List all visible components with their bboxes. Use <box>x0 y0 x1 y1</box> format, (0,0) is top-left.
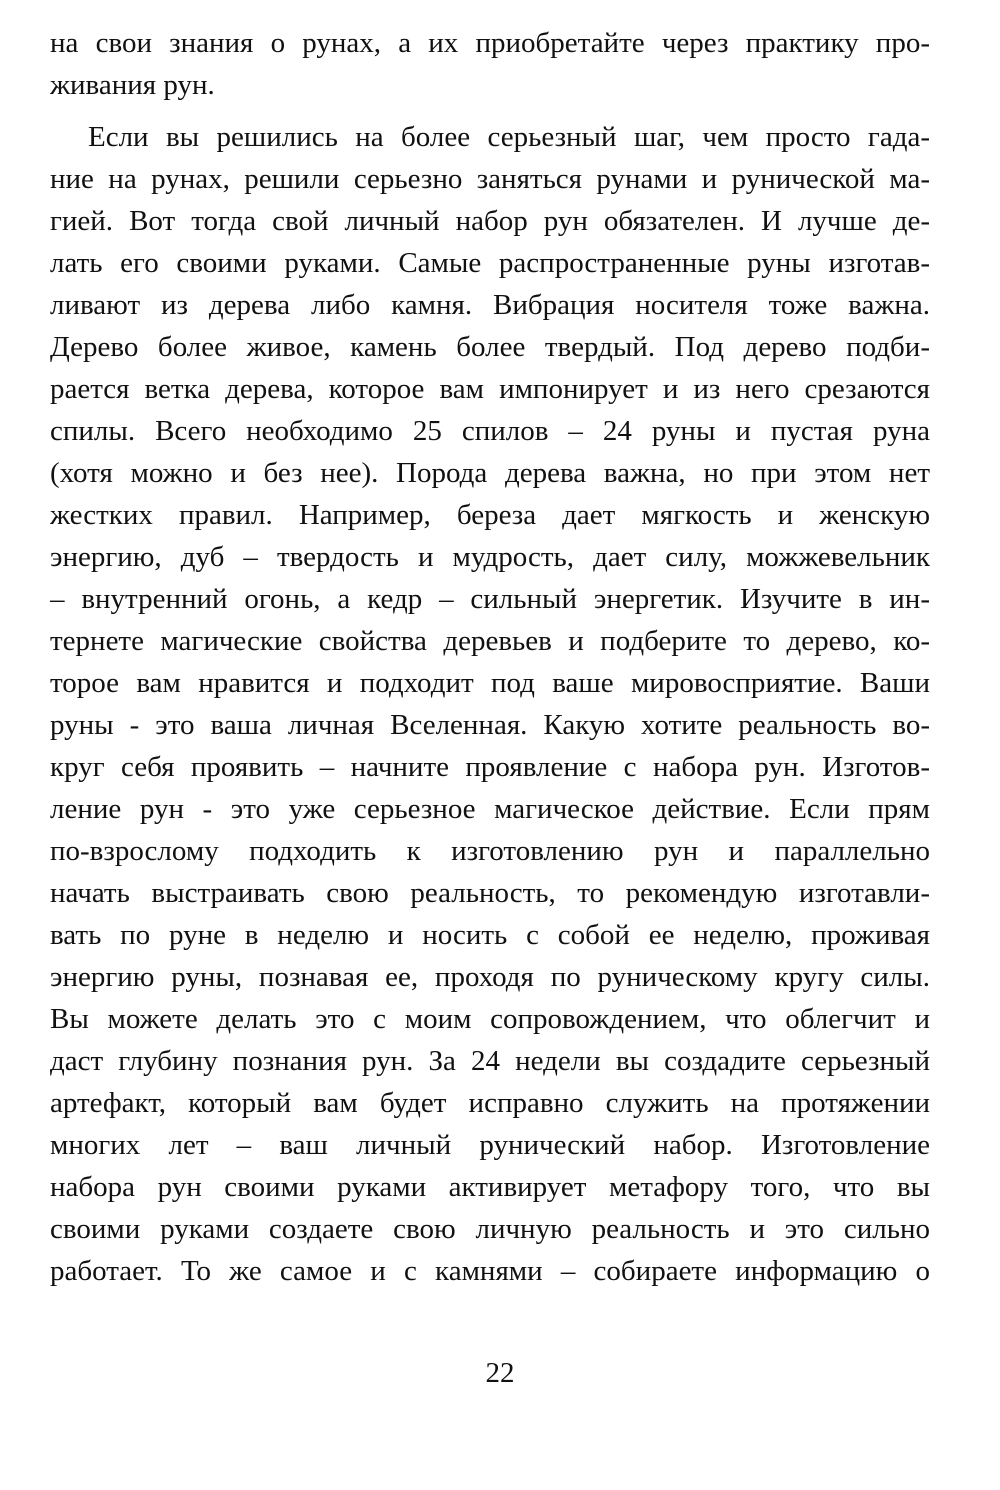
text-line: гией. Вот тогда свой личный набор рун обязателен. И лучше де- <box>50 205 930 237</box>
text-line: – внутренний огонь, а кедр – сильный энергетик. Изучите в ин- <box>50 583 930 615</box>
paragraph-1 <box>50 22 930 106</box>
text-line: даст глубину познания рун. За 24 недели вы создадите серьезный <box>50 1045 930 1077</box>
text-line: торое вам нравится и подходит под ваше мировосприятие. Ваши <box>50 667 930 699</box>
text-line: спилы. Всего необходимо 25 спилов – 24 руны и пустая руна <box>50 415 930 447</box>
text-line: лать его своими руками. Самые распространенные руны изготав- <box>50 247 930 279</box>
text-line: артефакт, который вам будет исправно служить на протяжении <box>50 1087 930 1119</box>
text-line: живания рун. <box>50 69 215 101</box>
text-line: жестких правил. Например, береза дает мягкость и женскую <box>50 499 930 531</box>
text-line: рается ветка дерева, которое вам импонирует и из него срезаются <box>50 373 930 405</box>
paragraph-spacer <box>50 106 930 116</box>
text-line: руны - это ваша личная Вселенная. Какую хотите реальность во- <box>50 709 930 741</box>
text-line: на свои знания о рунах, а их приобретайте через практику про- <box>50 27 930 59</box>
text-line: тернете магические свойства деревьев и подберите то дерево, ко- <box>50 625 930 657</box>
text-line: вать по руне в неделю и носить с собой ее неделю, проживая <box>50 919 930 951</box>
text-line: (хотя можно и без нее). Порода дерева важна, но при этом нет <box>50 457 930 489</box>
text-line: начать выстраивать свою реальность, то рекомендую изготавли- <box>50 877 930 909</box>
text-line: круг себя проявить – начните проявление с набора рун. Изготов- <box>50 751 930 783</box>
text-line: энергию руны, познавая ее, проходя по руническому кругу силы. <box>50 961 930 993</box>
text-line: энергию, дуб – твердость и мудрость, дает силу, можжевельник <box>50 541 930 573</box>
text-line: Вы можете делать это с моим сопровождением, что облегчит и <box>50 1003 930 1035</box>
text-line: своими руками создаете свою личную реальность и это сильно <box>50 1213 930 1245</box>
paragraph-2 <box>50 116 930 1292</box>
text-line: ление рун - это уже серьезное магическое действие. Если прям <box>50 793 930 825</box>
text-line: многих лет – ваш личный рунический набор. Изготовление <box>50 1129 930 1161</box>
text-line: по-взрослому подходить к изготовлению рун и параллельно <box>50 835 930 867</box>
text-line: набора рун своими руками активирует метафору того, что вы <box>50 1171 930 1203</box>
text-line: работает. То же самое и с камнями – собираете информацию о <box>50 1255 930 1287</box>
text-line: Дерево более живое, камень более твердый. Под дерево подби- <box>50 331 930 363</box>
body-text <box>50 22 930 1292</box>
text-line: Если вы решились на более серьезный шаг, чем просто гада- <box>88 121 930 153</box>
text-line: ливают из дерева либо камня. Вибрация носителя тоже важна. <box>50 289 930 321</box>
page-number: 22 <box>485 1357 515 1389</box>
text-line: ние на рунах, решили серьезно заняться рунами и рунической ма- <box>50 163 930 195</box>
